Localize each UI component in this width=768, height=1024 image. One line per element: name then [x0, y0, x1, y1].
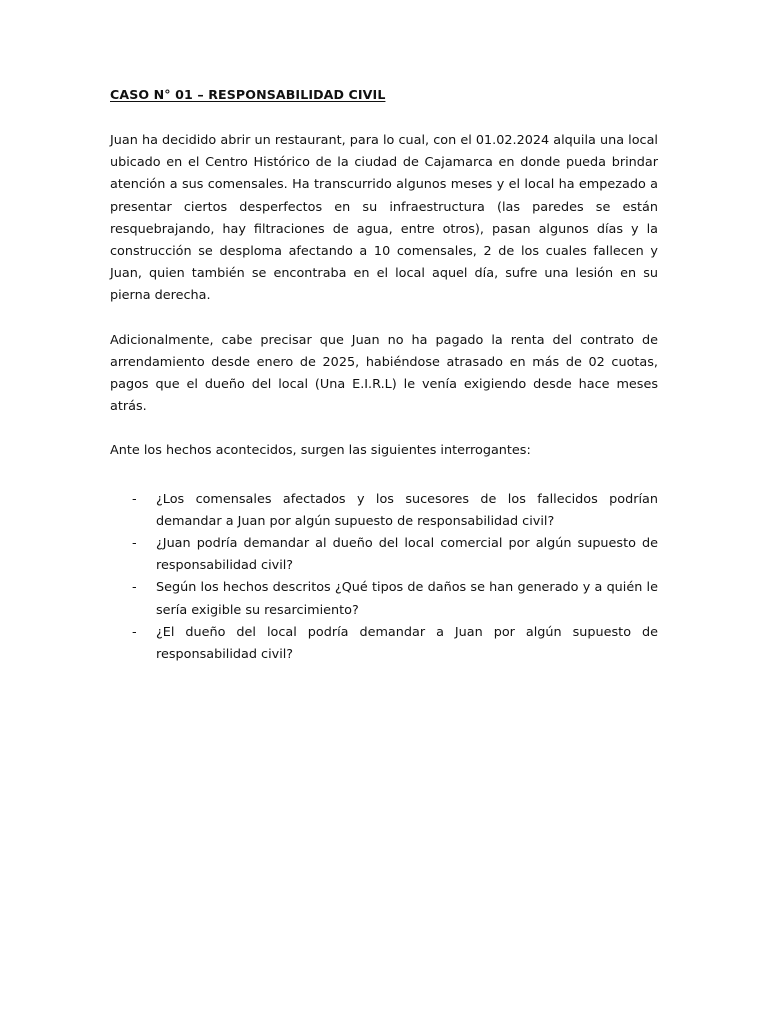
- question-item: [110, 622, 658, 666]
- dash-bullet: -: [132, 536, 137, 552]
- questions-list: [110, 489, 658, 667]
- question-item: [110, 577, 658, 621]
- additional-facts-paragraph: Adicionalmente, cabe precisar que Juan no ha pagado la renta del contrato de arrendamiento desde enero de 2025, habiéndose atrasado en más de 02 cuotas, pagos que el dueño del local (Una E.I.R.L) le venía exigiendo desde hace meses atrás.: [110, 332, 658, 415]
- question-text: ¿El dueño del local podría demandar a Juan por algún supuesto de responsabilidad civil?: [156, 624, 658, 663]
- dash-bullet: -: [132, 624, 137, 640]
- document-page: [110, 85, 658, 666]
- dash-bullet: -: [132, 580, 137, 596]
- question-text: ¿Juan podría demandar al dueño del local comercial por algún supuesto de responsabilidad civil?: [156, 536, 658, 574]
- question-text: ¿Los comensales afectados y los sucesores de los fallecidos podrían demandar a Juan por algún supuesto de responsabilidad civil?: [156, 491, 658, 529]
- question-item: [110, 533, 658, 577]
- case-title: CASO N° 01 – RESPONSABILIDAD CIVIL: [110, 87, 386, 102]
- dash-bullet: -: [132, 491, 137, 507]
- question-item: [110, 489, 658, 533]
- facts-paragraph: Juan ha decidido abrir un restaurant, para lo cual, con el 01.02.2024 alquila una local ubicado en el Centro Histórico de la ciudad de Cajamarca en donde pueda brindar atención a sus comensales. Ha transcurrido algunos meses y el local ha empezado a presentar ciertos desperfectos en su infraestructura (las paredes se están resquebrajando, hay filtraciones de agua, entre otros), pasan algunos días y la construcción se desploma afectando a 10 comensales, 2 de los cuales fallecen y Juan, quien también se encontraba en el local aquel día, sufre una lesión en su pierna derecha.: [110, 133, 658, 304]
- question-text: Según los hechos descritos ¿Qué tipos de daños se han generado y a quién le sería exigible su resarcimiento?: [156, 580, 658, 618]
- questions-intro: Ante los hechos acontecidos, surgen las siguientes interrogantes:: [110, 443, 531, 459]
